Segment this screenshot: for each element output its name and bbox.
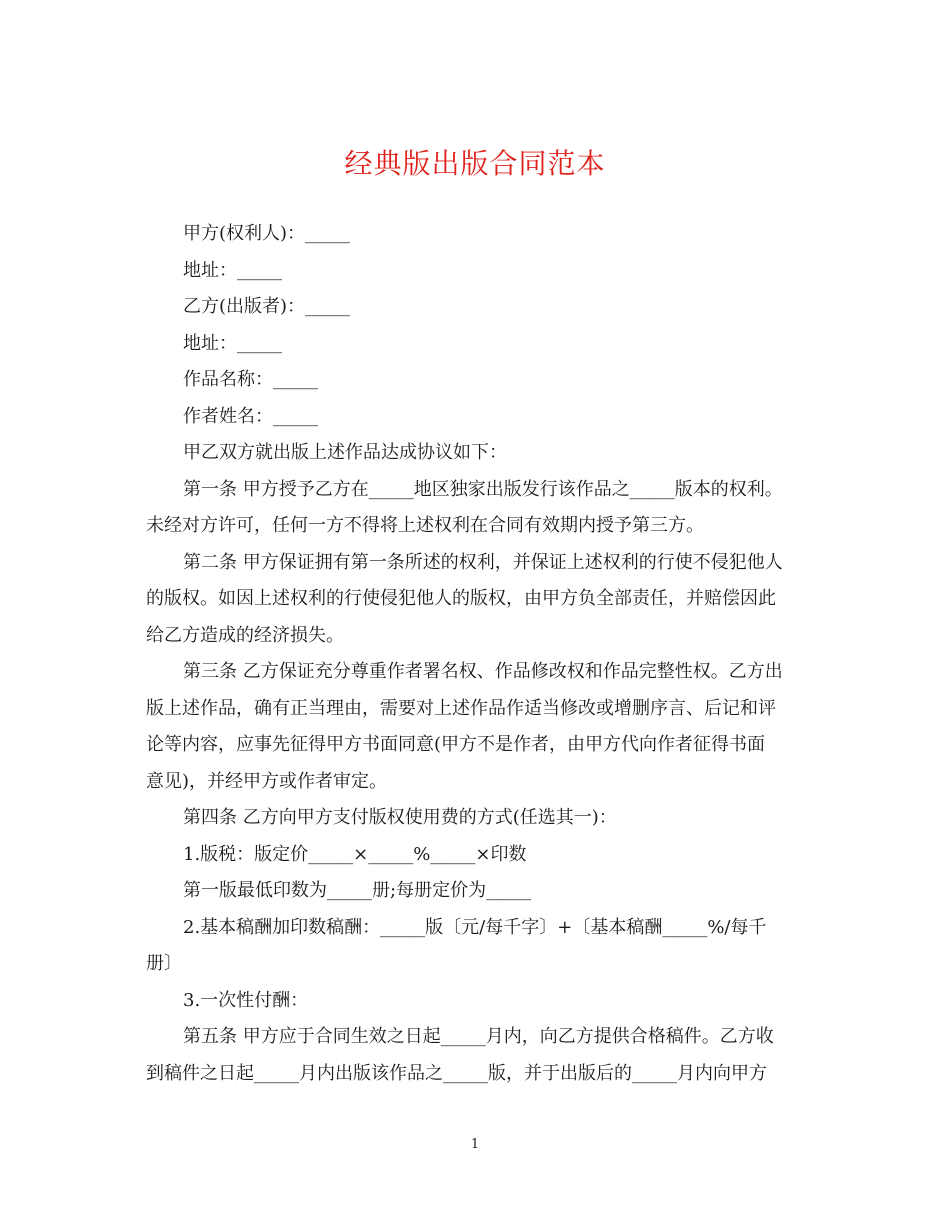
text-line: 未经对方许可，任何一方不得将上述权利在合同有效期内授予第三方。 xyxy=(146,515,704,536)
text-line: 到稿件之日起_____月内出版该作品之_____版，并于出版后的_____月内向甲方 xyxy=(146,1062,767,1084)
article-3 xyxy=(146,654,806,800)
text-line: 册〕 xyxy=(146,953,182,974)
text-line: 的版权。如因上述权利的行使侵犯他人的版权，由甲方负全部责任，并赔偿因此 xyxy=(146,588,776,609)
page-number: 1 xyxy=(470,1137,480,1152)
article-1 xyxy=(146,472,806,545)
text-line: 2.基本稿酬加印数稿酬：_____版〔元/每千字〕+〔基本稿酬_____%/每千 xyxy=(183,916,767,938)
article-4-option-3: 3.一次性付酬： xyxy=(183,989,309,1011)
text-line: 论等内容，应事先征得甲方书面同意(甲方不是作者，由甲方代向作者征得书面 xyxy=(146,734,766,755)
text-line: 第五条 甲方应于合同生效之日起_____月内，向乙方提供合格稿件。乙方收 xyxy=(183,1026,774,1047)
article-4-option-2 xyxy=(146,910,806,983)
author-name-line: 作者姓名：_____ xyxy=(183,405,318,427)
document-title: 经典版出版合同范本 xyxy=(344,147,606,180)
party-b-line: 乙方(出版者)：_____ xyxy=(183,296,351,317)
work-title-line: 作品名称：_____ xyxy=(183,369,318,390)
text-line: 第三条 乙方保证充分尊重作者署名权、作品修改权和作品完整性权。乙方出 xyxy=(183,661,783,682)
document-body xyxy=(146,216,806,1092)
text-line: 版上述作品，确有正当理由，需要对上述作品作适当修改或增删序言、后记和评 xyxy=(146,697,776,719)
article-4-option-1-detail: 第一版最低印数为_____册;每册定价为_____ xyxy=(183,880,532,901)
party-a-line: 甲方(权利人)：_____ xyxy=(183,223,351,244)
article-2 xyxy=(146,545,806,655)
party-b-address-line: 地址：_____ xyxy=(183,332,282,354)
article-4-option-1: 1.版税：版定价_____×_____%_____×印数 xyxy=(183,843,527,865)
article-4-intro: 第四条 乙方向甲方支付版权使用费的方式(任选其一)： xyxy=(183,807,617,828)
agreement-intro: 甲乙双方就出版上述作品达成协议如下： xyxy=(183,442,507,463)
text-line: 给乙方造成的经济损失。 xyxy=(146,624,344,646)
text-line: 第二条 甲方保证拥有第一条所述的权利，并保证上述权利的行使不侵犯他人 xyxy=(183,551,783,573)
party-a-address-line: 地址：_____ xyxy=(183,259,282,281)
article-5 xyxy=(146,1019,806,1092)
text-line: 意见)，并经甲方或作者审定。 xyxy=(146,770,388,792)
text-line: 第一条 甲方授予乙方在_____地区独家出版发行该作品之_____版本的权利。 xyxy=(183,478,783,500)
